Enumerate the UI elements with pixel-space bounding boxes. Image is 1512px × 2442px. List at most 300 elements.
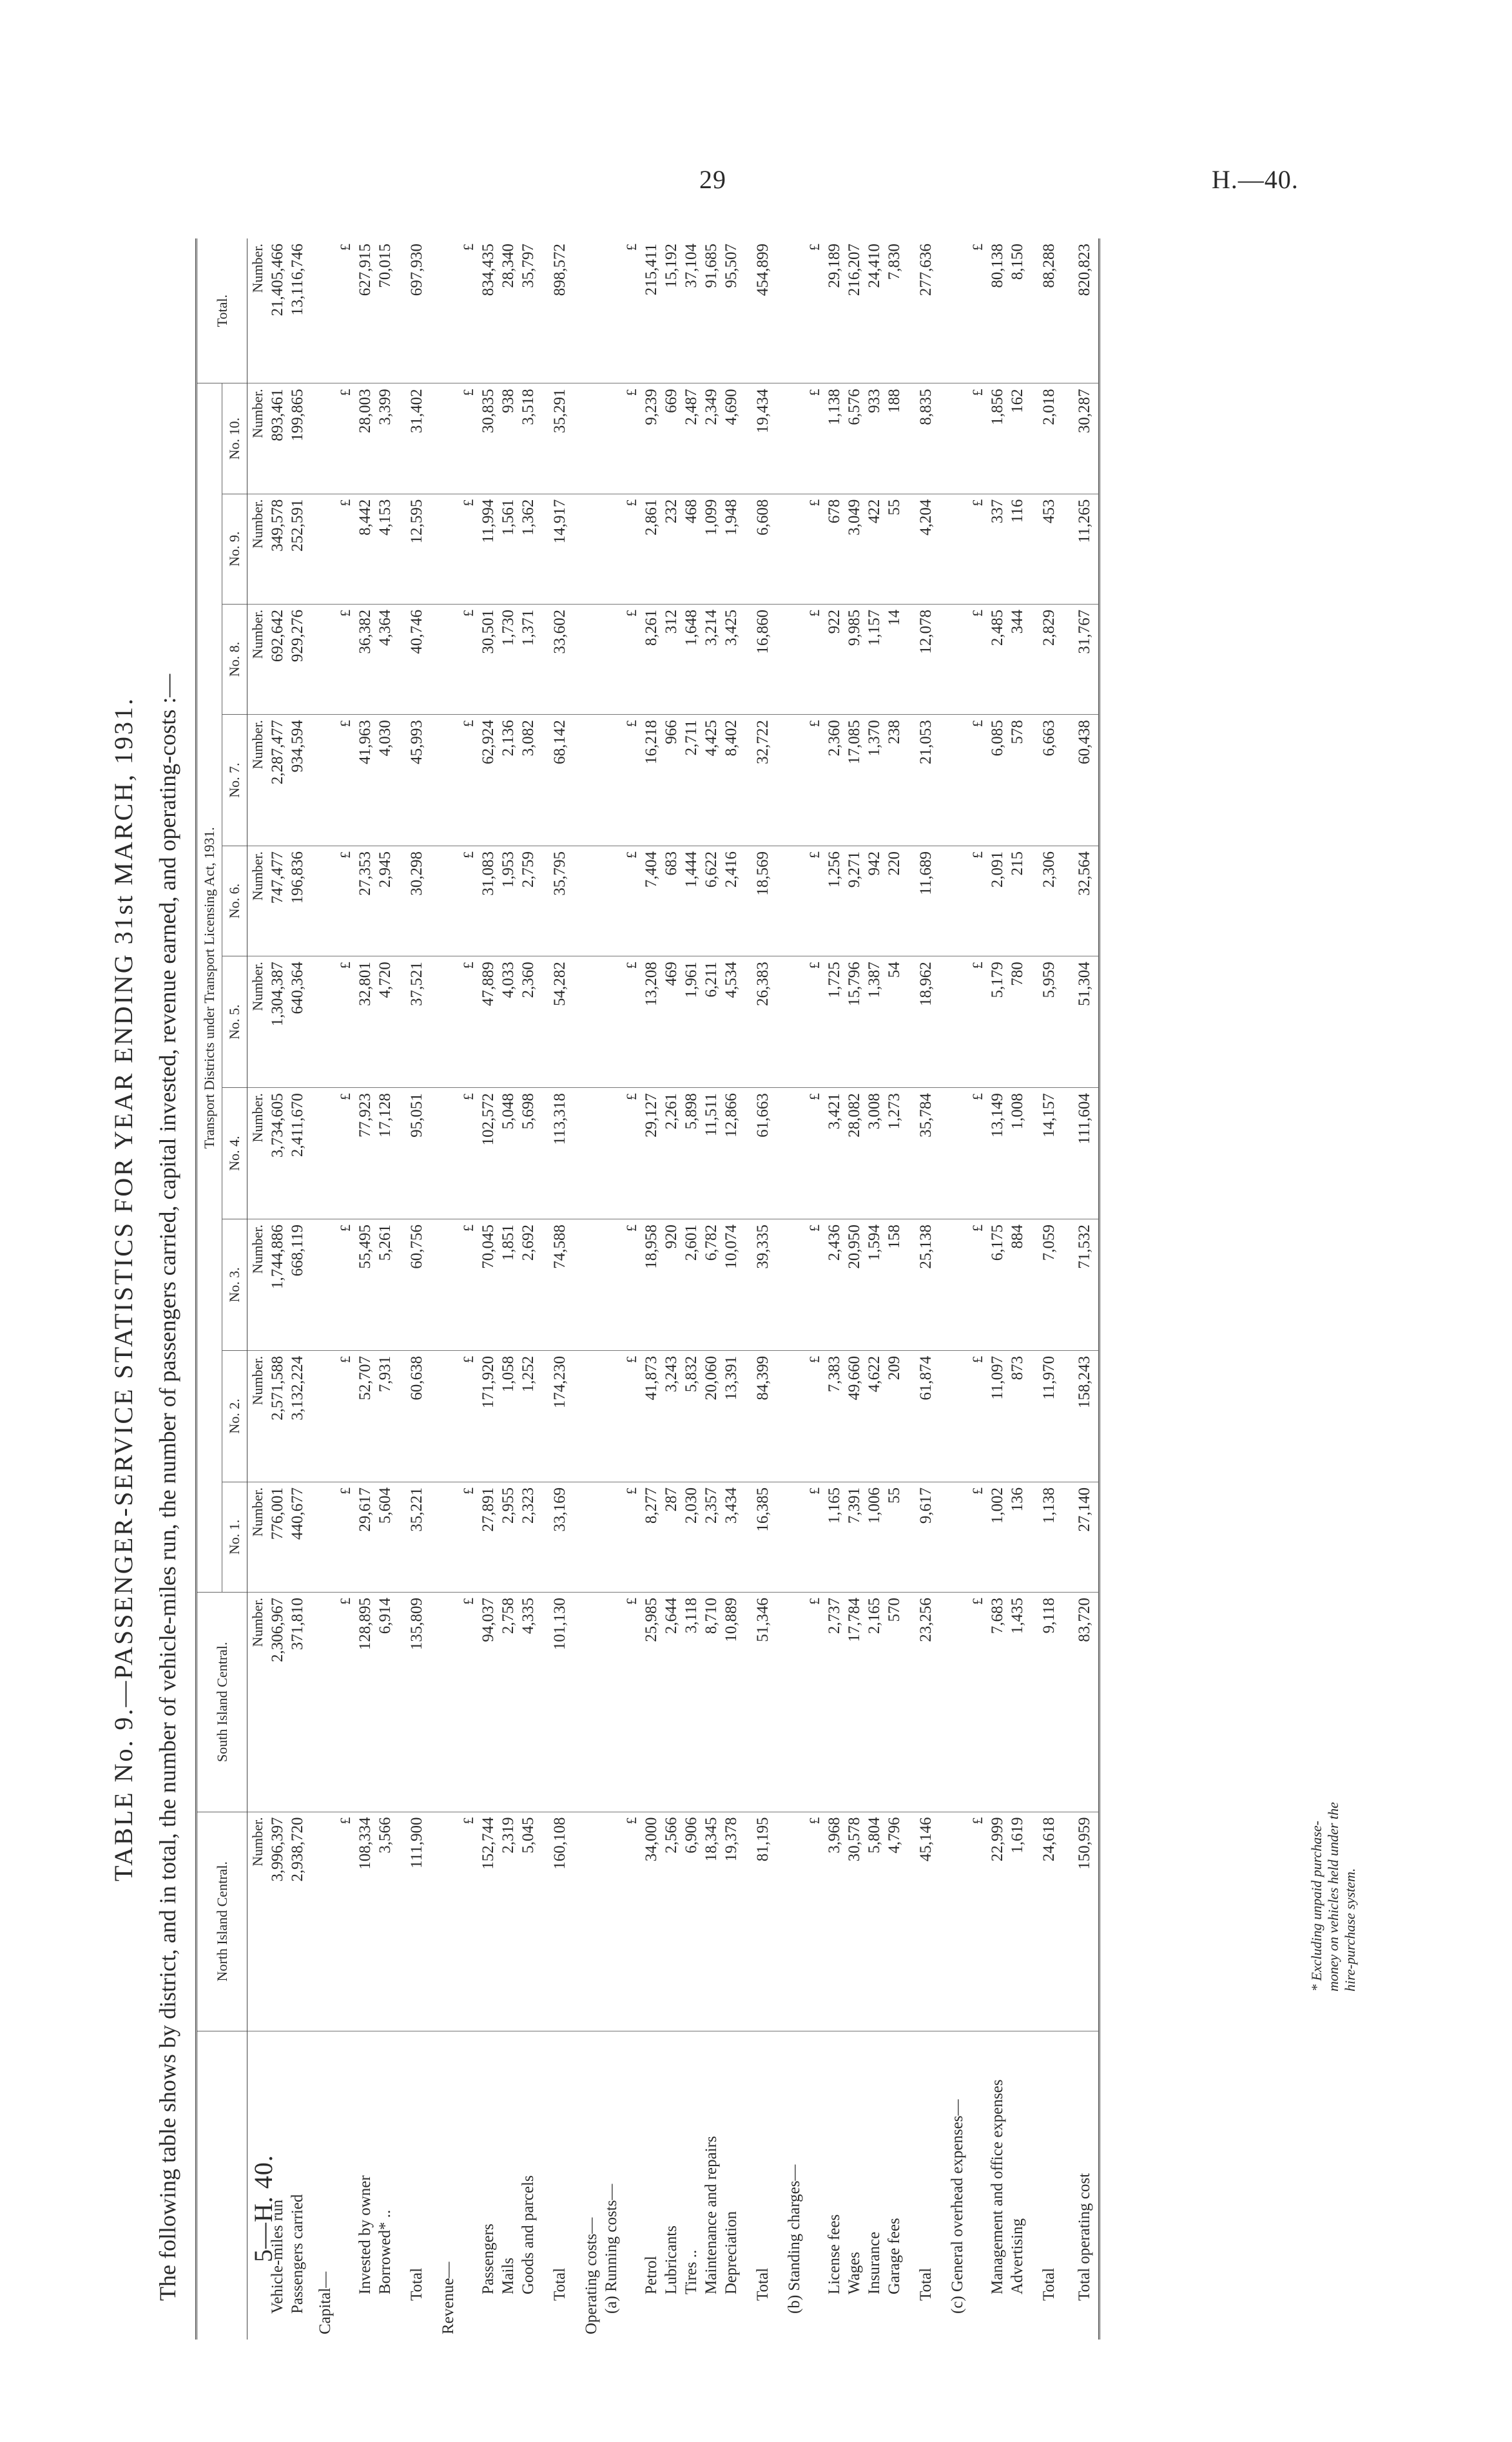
value-cell: 6,622 bbox=[701, 846, 721, 956]
value-cell: 232 bbox=[661, 494, 681, 604]
value-cell: 1,725 bbox=[824, 956, 844, 1088]
value-cell: 966 bbox=[661, 715, 681, 846]
unit-cell: £ bbox=[804, 1812, 824, 2031]
value-cell: 3,399 bbox=[375, 383, 395, 494]
value-cell: 55,495 bbox=[355, 1219, 375, 1351]
empty-cell bbox=[438, 1088, 458, 1219]
value-cell: 2,436 bbox=[824, 1219, 844, 1351]
district-group-header: Transport Districts under Transport Licensing Act, 1931. bbox=[197, 383, 222, 1593]
unit-cell: £ bbox=[335, 1812, 355, 2031]
value-cell: 252,591 bbox=[287, 494, 307, 604]
unit-cell: £ bbox=[458, 383, 478, 494]
spacer-cell bbox=[904, 1482, 912, 1592]
unit-cell: £ bbox=[967, 494, 987, 604]
spacer-cell bbox=[777, 846, 784, 956]
value-cell: 81,195 bbox=[749, 1812, 777, 2031]
value-cell: 41,963 bbox=[355, 715, 375, 846]
value-cell: 220 bbox=[884, 846, 904, 956]
row-label: Insurance bbox=[866, 2231, 883, 2294]
empty-cell bbox=[581, 1482, 601, 1592]
unit-cell: £ bbox=[335, 956, 355, 1088]
value-cell: 13,391 bbox=[721, 1350, 741, 1482]
row-label: Tires .. bbox=[683, 2249, 700, 2294]
spacer-cell bbox=[574, 1088, 581, 1219]
unit-cell: Number. bbox=[247, 846, 268, 956]
spacer-cell bbox=[574, 956, 581, 1088]
value-cell: 60,438 bbox=[1071, 715, 1100, 846]
value-cell: 4,033 bbox=[498, 956, 518, 1088]
value-cell: 469 bbox=[661, 956, 681, 1088]
spacer-cell bbox=[1027, 238, 1035, 383]
value-cell: 8,277 bbox=[641, 1482, 661, 1592]
empty-cell bbox=[581, 1350, 601, 1482]
value-cell: 9,617 bbox=[912, 1482, 940, 1592]
value-cell: 35,221 bbox=[403, 1482, 431, 1592]
unit-cell: £ bbox=[804, 1088, 824, 1219]
value-cell: 834,435 bbox=[478, 238, 498, 383]
value-cell: 3,734,605 bbox=[267, 1088, 287, 1219]
value-cell: 10,889 bbox=[721, 1593, 741, 1812]
value-cell: 780 bbox=[1007, 956, 1027, 1088]
empty-cell bbox=[581, 956, 601, 1088]
empty-cell bbox=[601, 1593, 621, 1812]
spacer-row bbox=[574, 238, 581, 2340]
empty-cell bbox=[438, 383, 458, 494]
empty-cell bbox=[621, 2031, 641, 2340]
value-cell: 54 bbox=[884, 956, 904, 1088]
value-cell: 747,477 bbox=[267, 846, 287, 956]
value-cell: 116 bbox=[1007, 494, 1027, 604]
spacer-cell bbox=[904, 494, 912, 604]
spacer-cell bbox=[904, 2031, 912, 2340]
value-cell: 29,189 bbox=[824, 238, 844, 383]
value-cell: 8,402 bbox=[721, 715, 741, 846]
spacer-cell bbox=[538, 494, 546, 604]
value-cell: 6,906 bbox=[681, 1812, 701, 2031]
empty-cell bbox=[947, 1482, 967, 1592]
unit-cell: £ bbox=[335, 715, 355, 846]
table-row bbox=[498, 238, 518, 2340]
empty-cell bbox=[601, 1350, 621, 1482]
row-label: Maintenance and repairs bbox=[703, 2136, 720, 2294]
value-cell: 11,689 bbox=[912, 846, 940, 956]
value-cell: 1,157 bbox=[864, 604, 884, 714]
spacer-cell bbox=[904, 1219, 912, 1351]
value-cell: 2,091 bbox=[987, 846, 1007, 956]
spacer-cell bbox=[741, 1812, 749, 2031]
row-label-cell bbox=[864, 2031, 884, 2340]
value-cell: 3,049 bbox=[844, 494, 864, 604]
empty-cell bbox=[581, 1812, 601, 2031]
unit-cell: £ bbox=[804, 1350, 824, 1482]
value-cell: 3,421 bbox=[824, 1088, 844, 1219]
value-cell: 2,261 bbox=[661, 1088, 681, 1219]
value-cell: 2,165 bbox=[864, 1593, 884, 1812]
spacer-cell bbox=[538, 2031, 546, 2340]
unit-row bbox=[458, 238, 478, 2340]
value-cell: 77,923 bbox=[355, 1088, 375, 1219]
value-cell: 1,371 bbox=[518, 604, 538, 714]
value-cell: 2,349 bbox=[701, 383, 721, 494]
row-label-cell bbox=[844, 2031, 864, 2340]
value-cell: 893,461 bbox=[267, 383, 287, 494]
value-cell: 776,001 bbox=[267, 1482, 287, 1592]
spacer-cell bbox=[395, 238, 403, 383]
empty-cell bbox=[315, 715, 335, 846]
value-cell: 9,118 bbox=[1035, 1593, 1063, 1812]
column-header: No. 7. bbox=[222, 715, 247, 846]
spacer-cell bbox=[940, 238, 947, 383]
unit-cell: £ bbox=[458, 846, 478, 956]
spacer-cell bbox=[741, 2031, 749, 2340]
column-header: No. 4. bbox=[222, 1088, 247, 1219]
spacer-cell bbox=[904, 604, 912, 714]
unit-cell: £ bbox=[804, 494, 824, 604]
unit-cell: £ bbox=[804, 715, 824, 846]
spacer-cell bbox=[574, 494, 581, 604]
spacer-cell bbox=[741, 238, 749, 383]
spacer-cell bbox=[538, 715, 546, 846]
value-cell: 14,157 bbox=[1035, 1088, 1063, 1219]
spacer-cell bbox=[574, 1593, 581, 1812]
spacer-cell bbox=[741, 956, 749, 1088]
value-cell: 216,207 bbox=[844, 238, 864, 383]
table-row bbox=[681, 238, 701, 2340]
value-cell: 32,722 bbox=[749, 715, 777, 846]
spacer-cell bbox=[777, 1219, 784, 1351]
value-cell: 162 bbox=[1007, 383, 1027, 494]
spacer-cell bbox=[395, 1219, 403, 1351]
intro-paragraph: The following table shows by district, and in total, the number of vehicle-miles run, the number of passengers carried, capital invested, revenue earned, and operating-costs :— bbox=[155, 673, 180, 2301]
empty-cell bbox=[247, 2031, 268, 2340]
value-cell: 12,866 bbox=[721, 1088, 741, 1219]
unit-cell: £ bbox=[621, 1219, 641, 1351]
value-cell: 21,053 bbox=[912, 715, 940, 846]
row-label-cell bbox=[518, 2031, 538, 2340]
spacer-cell bbox=[431, 1593, 438, 1812]
empty-cell bbox=[335, 2031, 355, 2340]
table-row bbox=[864, 238, 884, 2340]
value-cell: 11,265 bbox=[1071, 494, 1100, 604]
value-cell: 2,601 bbox=[681, 1219, 701, 1351]
empty-cell bbox=[601, 1219, 621, 1351]
table-row bbox=[661, 238, 681, 2340]
row-label: Lubricants bbox=[663, 2225, 680, 2294]
footnote: * Excluding unpaid purchase-money on vehicles held under the hire-purchase system. bbox=[1308, 1802, 1358, 1991]
spacer-cell bbox=[777, 494, 784, 604]
empty-cell bbox=[438, 494, 458, 604]
value-cell: 36,382 bbox=[355, 604, 375, 714]
value-cell: 3,518 bbox=[518, 383, 538, 494]
value-cell: 2,485 bbox=[987, 604, 1007, 714]
row-label-cell bbox=[884, 2031, 904, 2340]
value-cell: 80,138 bbox=[987, 238, 1007, 383]
value-cell: 1,856 bbox=[987, 383, 1007, 494]
value-cell: 5,959 bbox=[1035, 956, 1063, 1088]
value-cell: 1,099 bbox=[701, 494, 721, 604]
row-label-cell bbox=[267, 2031, 287, 2340]
spacer-cell bbox=[538, 956, 546, 1088]
empty-cell bbox=[784, 238, 804, 383]
value-cell: 158,243 bbox=[1071, 1350, 1100, 1482]
spacer-cell bbox=[431, 846, 438, 956]
empty-cell bbox=[601, 846, 621, 956]
value-cell: 627,915 bbox=[355, 238, 375, 383]
empty-cell bbox=[601, 604, 621, 714]
value-cell: 15,192 bbox=[661, 238, 681, 383]
value-cell: 1,370 bbox=[864, 715, 884, 846]
spacer-cell bbox=[431, 1482, 438, 1592]
empty-cell bbox=[947, 956, 967, 1088]
value-cell: 668,119 bbox=[287, 1219, 307, 1351]
spacer-cell bbox=[1063, 956, 1071, 1088]
value-cell: 4,204 bbox=[912, 494, 940, 604]
value-cell: 11,097 bbox=[987, 1350, 1007, 1482]
unit-cell: £ bbox=[967, 1350, 987, 1482]
value-cell: 4,534 bbox=[721, 956, 741, 1088]
value-cell: 16,385 bbox=[749, 1482, 777, 1592]
column-header: North Island Central. bbox=[197, 1812, 247, 2031]
value-cell: 3,434 bbox=[721, 1482, 741, 1592]
empty-cell bbox=[947, 715, 967, 846]
unit-cell: £ bbox=[967, 1593, 987, 1812]
spacer-cell bbox=[777, 1593, 784, 1812]
unit-cell: Number. bbox=[247, 238, 268, 383]
value-cell: 1,387 bbox=[864, 956, 884, 1088]
document-code: H.—40. bbox=[1212, 165, 1299, 194]
column-header: No. 10. bbox=[222, 383, 247, 494]
spacer-cell bbox=[741, 494, 749, 604]
spacer-cell bbox=[574, 383, 581, 494]
value-cell: 5,898 bbox=[681, 1088, 701, 1219]
spacer-cell bbox=[940, 956, 947, 1088]
value-cell: 3,132,224 bbox=[287, 1350, 307, 1482]
spacer-cell bbox=[574, 238, 581, 383]
value-cell: 3,425 bbox=[721, 604, 741, 714]
unit-cell: Number. bbox=[247, 1812, 268, 2031]
value-cell: 7,931 bbox=[375, 1350, 395, 1482]
value-cell: 2,306,967 bbox=[267, 1593, 287, 1812]
empty-cell bbox=[784, 846, 804, 956]
unit-cell: £ bbox=[621, 1088, 641, 1219]
value-cell: 21,405,466 bbox=[267, 238, 287, 383]
empty-cell bbox=[947, 238, 967, 383]
empty-cell bbox=[784, 1482, 804, 1592]
value-cell: 938 bbox=[498, 383, 518, 494]
unit-cell: £ bbox=[967, 1088, 987, 1219]
row-label: Garage fees bbox=[886, 2218, 903, 2294]
unit-cell: £ bbox=[458, 604, 478, 714]
spacer-cell bbox=[1027, 1482, 1035, 1592]
value-cell: 13,149 bbox=[987, 1088, 1007, 1219]
value-cell: 12,078 bbox=[912, 604, 940, 714]
value-cell: 33,602 bbox=[546, 604, 574, 714]
unit-cell: £ bbox=[458, 1350, 478, 1482]
value-cell: 2,692 bbox=[518, 1219, 538, 1351]
empty-cell bbox=[784, 1593, 804, 1812]
value-cell: 61,874 bbox=[912, 1350, 940, 1482]
section-heading-row bbox=[784, 238, 804, 2340]
value-cell: 113,318 bbox=[546, 1088, 574, 1219]
empty-cell bbox=[315, 1593, 335, 1812]
value-cell: 22,999 bbox=[987, 1812, 1007, 2031]
value-cell: 18,962 bbox=[912, 956, 940, 1088]
empty-cell bbox=[601, 238, 621, 383]
unit-cell: £ bbox=[621, 1812, 641, 2031]
spacer-cell bbox=[777, 715, 784, 846]
spacer-cell bbox=[741, 1350, 749, 1482]
unit-cell: £ bbox=[621, 238, 641, 383]
empty-cell bbox=[438, 846, 458, 956]
spacer-cell bbox=[777, 1088, 784, 1219]
value-cell: 136 bbox=[1007, 1482, 1027, 1592]
spacer-cell bbox=[741, 1593, 749, 1812]
value-cell: 1,304,387 bbox=[267, 956, 287, 1088]
value-cell: 1,165 bbox=[824, 1482, 844, 1592]
row-label: Total operating cost bbox=[1076, 2173, 1093, 2301]
value-cell: 5,804 bbox=[864, 1812, 884, 2031]
spacer-cell bbox=[307, 956, 315, 1088]
value-cell: 111,900 bbox=[403, 1812, 431, 2031]
spacer-cell bbox=[1063, 238, 1071, 383]
empty-cell bbox=[315, 1219, 335, 1351]
unit-cell: £ bbox=[804, 846, 824, 956]
spacer-cell bbox=[395, 846, 403, 956]
spacer-cell bbox=[538, 1088, 546, 1219]
spacer-cell bbox=[307, 846, 315, 956]
section-heading: (b) Standing charges— bbox=[786, 2164, 803, 2314]
value-cell: 6,914 bbox=[375, 1593, 395, 1812]
value-cell: 35,797 bbox=[518, 238, 538, 383]
spacer-cell bbox=[904, 383, 912, 494]
empty-cell bbox=[438, 1593, 458, 1812]
spacer-row bbox=[940, 238, 947, 2340]
empty-cell bbox=[438, 715, 458, 846]
table-row bbox=[987, 238, 1007, 2340]
empty-cell bbox=[784, 604, 804, 714]
row-label-cell bbox=[641, 2031, 661, 2340]
empty-cell bbox=[315, 604, 335, 714]
spacer-cell bbox=[1027, 604, 1035, 714]
spacer-cell bbox=[777, 956, 784, 1088]
spacer-cell bbox=[538, 1350, 546, 1482]
spacer-cell bbox=[538, 1812, 546, 2031]
spacer-cell bbox=[307, 1593, 315, 1812]
value-cell: 2,759 bbox=[518, 846, 538, 956]
value-cell: 1,435 bbox=[1007, 1593, 1027, 1812]
empty-cell bbox=[601, 494, 621, 604]
unit-cell: £ bbox=[458, 715, 478, 846]
empty-cell bbox=[967, 2031, 987, 2340]
value-cell: 40,746 bbox=[403, 604, 431, 714]
value-cell: 1,058 bbox=[498, 1350, 518, 1482]
unit-cell: £ bbox=[804, 383, 824, 494]
spacer-cell bbox=[1027, 2031, 1035, 2340]
value-cell: 7,404 bbox=[641, 846, 661, 956]
value-cell: 30,578 bbox=[844, 1812, 864, 2031]
table-body bbox=[247, 238, 1100, 2340]
value-cell: 2,018 bbox=[1035, 383, 1063, 494]
unit-cell: £ bbox=[804, 604, 824, 714]
empty-cell bbox=[947, 846, 967, 956]
value-cell: 4,622 bbox=[864, 1350, 884, 1482]
value-cell: 18,569 bbox=[749, 846, 777, 956]
unit-cell: £ bbox=[967, 604, 987, 714]
unit-cell: £ bbox=[458, 1593, 478, 1812]
spacer-cell bbox=[431, 715, 438, 846]
value-cell: 25,985 bbox=[641, 1593, 661, 1812]
row-label-header bbox=[197, 2031, 247, 2340]
unit-cell: Number. bbox=[247, 604, 268, 714]
value-cell: 898,572 bbox=[546, 238, 574, 383]
value-cell: 934,594 bbox=[287, 715, 307, 846]
spacer-cell bbox=[574, 715, 581, 846]
empty-cell bbox=[784, 383, 804, 494]
spacer-cell bbox=[574, 1812, 581, 2031]
spacer-cell bbox=[395, 494, 403, 604]
value-cell: 31,767 bbox=[1071, 604, 1100, 714]
empty-cell bbox=[784, 494, 804, 604]
spacer-cell bbox=[538, 1219, 546, 1351]
value-cell: 209 bbox=[884, 1350, 904, 1482]
value-cell: 9,239 bbox=[641, 383, 661, 494]
table-title: TABLE No. 9.—PASSENGER-SERVICE STATISTICS FOR YEAR ENDING 31st MARCH, 1931. bbox=[109, 696, 138, 1882]
value-cell: 2,955 bbox=[498, 1482, 518, 1592]
spacer-cell bbox=[904, 1350, 912, 1482]
table-row bbox=[478, 238, 498, 2340]
row-label-cell bbox=[1007, 2031, 1027, 2340]
value-cell: 135,809 bbox=[403, 1593, 431, 1812]
value-cell: 84,399 bbox=[749, 1350, 777, 1482]
empty-cell bbox=[601, 1482, 621, 1592]
value-cell: 3,968 bbox=[824, 1812, 844, 2031]
spacer-cell bbox=[741, 1219, 749, 1351]
spacer-cell bbox=[777, 383, 784, 494]
value-cell: 337 bbox=[987, 494, 1007, 604]
section-heading: (a) Running costs— bbox=[603, 2184, 620, 2314]
spacer-cell bbox=[741, 1088, 749, 1219]
value-cell: 2,571,588 bbox=[267, 1350, 287, 1482]
value-cell: 1,138 bbox=[1035, 1482, 1063, 1592]
value-cell: 5,048 bbox=[498, 1088, 518, 1219]
value-cell: 27,353 bbox=[355, 846, 375, 956]
empty-cell bbox=[581, 1088, 601, 1219]
value-cell: 5,261 bbox=[375, 1219, 395, 1351]
value-cell: 111,604 bbox=[1071, 1088, 1100, 1219]
spacer-cell bbox=[1063, 494, 1071, 604]
value-cell: 15,796 bbox=[844, 956, 864, 1088]
spacer-cell bbox=[307, 1088, 315, 1219]
value-cell: 9,271 bbox=[844, 846, 864, 956]
row-label: Petrol bbox=[643, 2256, 660, 2294]
value-cell: 8,442 bbox=[355, 494, 375, 604]
value-cell: 45,146 bbox=[912, 1812, 940, 2031]
empty-cell bbox=[315, 1812, 335, 2031]
value-cell: 31,083 bbox=[478, 846, 498, 956]
statistics-table bbox=[195, 238, 1100, 2340]
total-row bbox=[1035, 238, 1063, 2340]
row-label-cell bbox=[987, 2031, 1007, 2340]
value-cell: 2,829 bbox=[1035, 604, 1063, 714]
value-cell: 3,008 bbox=[864, 1088, 884, 1219]
value-cell: 7,830 bbox=[884, 238, 904, 383]
value-cell: 873 bbox=[1007, 1350, 1027, 1482]
spacer-cell bbox=[538, 238, 546, 383]
unit-cell: £ bbox=[458, 238, 478, 383]
value-cell: 7,391 bbox=[844, 1482, 864, 1592]
value-cell: 74,588 bbox=[546, 1219, 574, 1351]
spacer-cell bbox=[307, 238, 315, 383]
